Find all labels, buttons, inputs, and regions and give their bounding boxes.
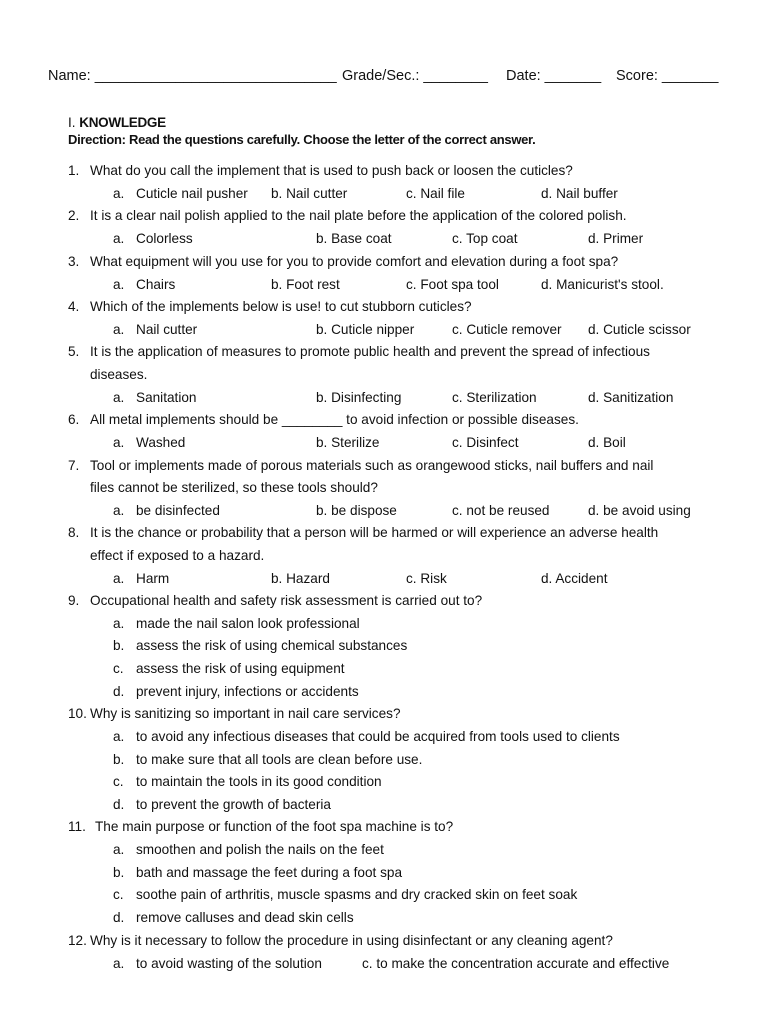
question-number: 5. bbox=[68, 344, 80, 359]
option-text: to maintain the tools in its good condition bbox=[136, 774, 382, 789]
option-text: to prevent the growth of bacteria bbox=[136, 797, 331, 812]
option-c: c. Cuticle remover bbox=[452, 322, 562, 337]
option-d: d. Manicurist's stool. bbox=[541, 277, 664, 292]
option-letter: a. bbox=[113, 729, 125, 744]
option-c: c. to make the concentration accurate and effective bbox=[362, 956, 670, 971]
option-b: b. Hazard bbox=[271, 571, 330, 586]
question-text: Tool or implements made of porous materials such as orangewood sticks, nail buffers and nail bbox=[90, 458, 654, 473]
option-d: d. Boil bbox=[588, 435, 626, 450]
option-b: b. Base coat bbox=[316, 231, 392, 246]
option-text: bath and massage the feet during a foot spa bbox=[136, 865, 403, 880]
date-field: Date: _______ bbox=[506, 68, 602, 84]
option-letter: b. bbox=[113, 638, 125, 653]
option-a: to avoid wasting of the solution bbox=[136, 956, 322, 971]
option-b: b. Cuticle nipper bbox=[316, 322, 415, 337]
option-letter: c. bbox=[113, 661, 124, 676]
option-letter: b. bbox=[113, 752, 125, 767]
option-a: Harm bbox=[136, 571, 170, 586]
option-c: c. Disinfect bbox=[452, 435, 519, 450]
option-text: to make sure that all tools are clean before use. bbox=[136, 752, 423, 767]
option-d: d. Nail buffer bbox=[541, 186, 618, 201]
option-c: c. not be reused bbox=[452, 503, 550, 518]
question-text-continued: effect if exposed to a hazard. bbox=[90, 548, 265, 563]
question-number: 10. bbox=[68, 706, 87, 721]
option-d: d. be avoid using bbox=[588, 503, 691, 518]
option-c: c. Nail file bbox=[406, 186, 465, 201]
option-d: d. Cuticle scissor bbox=[588, 322, 691, 337]
option-b: b. Disinfecting bbox=[316, 390, 402, 405]
option-a: Washed bbox=[136, 435, 186, 450]
option-b: b. be dispose bbox=[316, 503, 397, 518]
option-a: be disinfected bbox=[136, 503, 220, 518]
question-number: 4. bbox=[68, 299, 80, 314]
question-number: 12. bbox=[68, 933, 87, 948]
question-text: What do you call the implement that is used to push back or loosen the cuticles? bbox=[90, 163, 573, 178]
option-text: remove calluses and dead skin cells bbox=[136, 910, 354, 925]
option-letter: d. bbox=[113, 910, 125, 925]
question-text: Occupational health and safety risk assessment is carried out to? bbox=[90, 593, 483, 608]
question-text: Which of the implements below is use! to cut stubborn cuticles? bbox=[90, 299, 472, 314]
option-text: assess the risk of using equipment bbox=[136, 661, 345, 676]
question-number: 11. bbox=[68, 819, 86, 834]
option-text: made the nail salon look professional bbox=[136, 616, 360, 631]
question-text: What equipment will you use for you to provide comfort and elevation during a foot spa? bbox=[90, 254, 619, 269]
question-text: The main purpose or function of the foot spa machine is to? bbox=[95, 819, 454, 834]
question-text: All metal implements should be ________ to avoid infection or possible diseases. bbox=[90, 412, 579, 427]
option-text: smoothen and polish the nails on the feet bbox=[136, 842, 384, 857]
question-number: 7. bbox=[68, 458, 80, 473]
question-number: 9. bbox=[68, 593, 80, 608]
option-c: c. Top coat bbox=[452, 231, 518, 246]
score-field: Score: _______ bbox=[616, 68, 719, 84]
question-text: It is a clear nail polish applied to the nail plate before the application of the colored polish. bbox=[90, 208, 627, 223]
question-text: Why is sanitizing so important in nail care services? bbox=[90, 706, 401, 721]
question-text: It is the chance or probability that a person will be harmed or will experience an adverse health bbox=[90, 525, 659, 540]
option-a: Colorless bbox=[136, 231, 193, 246]
section-title: KNOWLEDGE bbox=[79, 115, 166, 130]
option-text: assess the risk of using chemical substances bbox=[136, 638, 408, 653]
option-d: d. Accident bbox=[541, 571, 608, 586]
option-c: c. Risk bbox=[406, 571, 447, 586]
option-letter: c. bbox=[113, 887, 124, 902]
option-letter: b. bbox=[113, 865, 125, 880]
question-text-continued: files cannot be sterilized, so these tools should? bbox=[90, 480, 378, 495]
option-a: Sanitation bbox=[136, 390, 197, 405]
option-d: d. Primer bbox=[588, 231, 644, 246]
question-number: 1. bbox=[68, 163, 80, 178]
question-number: 3. bbox=[68, 254, 80, 269]
option-letter: c. bbox=[113, 774, 124, 789]
option-a: Chairs bbox=[136, 277, 176, 292]
directions: Direction: Read the questions carefully. Choose the letter of the correct answer. bbox=[68, 132, 536, 147]
question-number: 6. bbox=[68, 412, 80, 427]
grade-field: Grade/Sec.: ________ bbox=[342, 68, 488, 84]
option-c: c. Sterilization bbox=[452, 390, 537, 405]
question-number: 2. bbox=[68, 208, 80, 223]
name-field: Name: ______________________________ bbox=[48, 68, 337, 84]
option-a: Nail cutter bbox=[136, 322, 198, 337]
section-number: I. bbox=[68, 115, 76, 130]
option-letter: a. bbox=[113, 842, 125, 857]
question-text: Why is it necessary to follow the procedure in using disinfectant or any cleaning agent? bbox=[90, 933, 613, 948]
option-c: c. Foot spa tool bbox=[406, 277, 499, 292]
option-letter: d. bbox=[113, 684, 125, 699]
question-text-continued: diseases. bbox=[90, 367, 148, 382]
option-text: soothe pain of arthritis, muscle spasms and dry cracked skin on feet soak bbox=[136, 887, 578, 902]
option-d: d. Sanitization bbox=[588, 390, 674, 405]
option-text: prevent injury, infections or accidents bbox=[136, 684, 359, 699]
option-b: b. Foot rest bbox=[271, 277, 340, 292]
question-text: It is the application of measures to promote public health and prevent the spread of infectious bbox=[90, 344, 650, 359]
question-number: 8. bbox=[68, 525, 80, 540]
option-a: Cuticle nail pusher bbox=[136, 186, 248, 201]
option-b: b. Nail cutter bbox=[271, 186, 348, 201]
option-letter: a. bbox=[113, 616, 125, 631]
option-letter: d. bbox=[113, 797, 125, 812]
option-text: to avoid any infectious diseases that could be acquired from tools used to clients bbox=[136, 729, 620, 744]
section-heading bbox=[68, 115, 166, 130]
option-b: b. Sterilize bbox=[316, 435, 380, 450]
